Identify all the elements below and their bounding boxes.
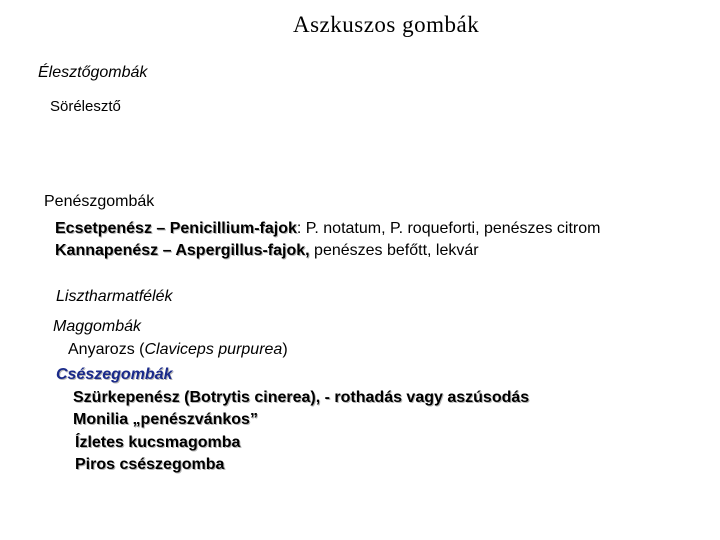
cup-fungi-item-botrytis: Szürkepenész (Botrytis cinerea), - rothadás vagy aszúsodás: [73, 389, 530, 406]
mold-line-penicillium-bold: Ecsetpenész – Penicillium-fajok: [55, 220, 297, 237]
heading-powdery-mildew: Lisztharmatfélék: [56, 288, 173, 305]
mold-line-aspergillus-rest: penészes befőtt, lekvár: [309, 242, 479, 259]
item-anyarozs-latin: Claviceps purpurea: [144, 341, 283, 358]
item-sorelleszto: Sörélesztő: [50, 98, 121, 115]
item-anyarozs-prefix: Anyarozs (: [68, 341, 145, 358]
heading-molds: Penészgombák: [44, 193, 155, 210]
cup-fungi-item-kucsmagomba: Ízletes kucsmagomba: [75, 434, 241, 451]
heading-yeasts: Élesztőgombák: [38, 64, 148, 81]
cup-fungi-item-monilia: Monilia „penészvánkos”: [73, 411, 258, 428]
mold-line-penicillium: [55, 220, 600, 238]
item-anyarozs: [68, 341, 288, 359]
page-title: Aszkuszos gombák: [293, 12, 480, 37]
mold-line-aspergillus: [55, 242, 479, 260]
heading-maggombak: Maggombák: [53, 318, 142, 335]
mold-line-penicillium-rest: : P. notatum, P. roqueforti, penészes citrom: [296, 220, 601, 237]
cup-fungi-item-piros: Piros csészegomba: [75, 456, 225, 473]
mold-line-aspergillus-bold: Kannapenész – Aspergillus-fajok,: [55, 242, 310, 259]
heading-cup-fungi: Csészegombák: [56, 366, 173, 383]
item-anyarozs-suffix: ): [282, 341, 288, 358]
